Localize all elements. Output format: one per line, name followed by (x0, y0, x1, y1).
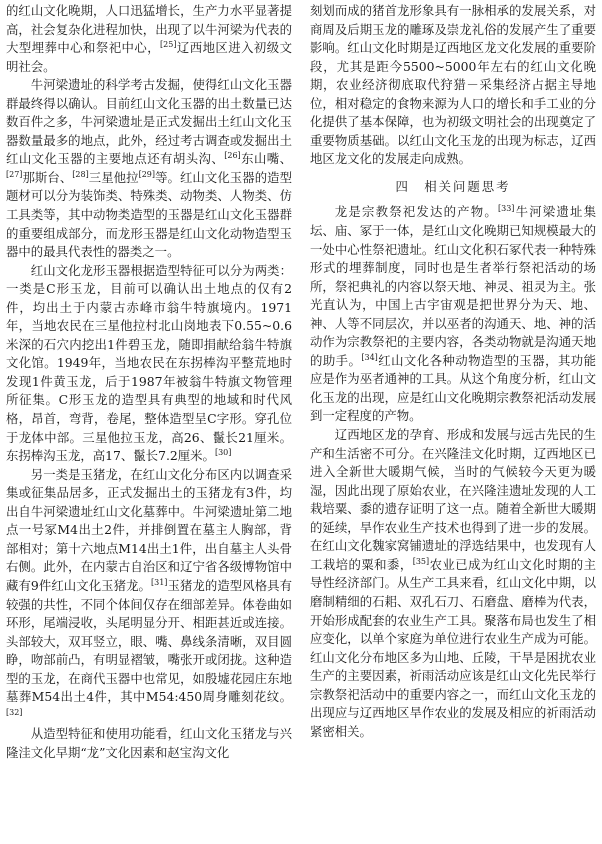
paragraph: 的红山文化晚期，人口迅猛增长，生产力水平显著提高，社会复杂化进程加快，出现了以牛河梁为代表的大型埋葬中心和祭祀中心，[25]辽西地区进入初级文明社会。 (6, 3, 292, 74)
citation-ref: [35] (412, 556, 430, 566)
section-heading: 四 相关问题思考 (395, 178, 511, 194)
citation-ref: [27] (6, 169, 23, 179)
right-text-column (310, 2, 596, 842)
citation-ref: [31] (151, 577, 168, 587)
paragraph: 牛河梁遗址的科学考古发掘，使得红山文化玉器群最终得以确认。目前红山文化玉器的出土数量已达数百件之多，牛河梁遗址是正式发掘出土红山文化玉器数量最多的地点，此外，经过考古调查或发掘出土红山文化玉器的主要地点还有胡头沟、[26]东山嘴、[27]那斯台、[28]三星他拉[29]等。红山文化玉器的造型题材可以分为装饰类、特殊类、动物类、人物类、仿工具类等，其中动物类造型的玉器是红山文化玉器群的重要组成部分，而龙形玉器是红山文化动物造型玉器中的最具代表性的器类之一。 (6, 77, 292, 260)
paragraph: 辽西地区龙的孕育、形成和发展与远古先民的生产和生活密不可分。在兴隆洼文化时期，辽西地区已进入全新世大暖期气候，当时的气候较今天更为暖湿，因此出现了原始农业，在兴隆洼遗址发现的人工栽培粟、黍的遗存证明了这一点。随着全新世大暖期的延续，旱作农业生产技术也得到了进一步的发展。在红山文化魏家窝铺遗址的浮选结果中，也发现有人工栽培的粟和黍，[35]农业已成为红山文化时期的主导性经济部门。从生产工具来看，红山文化中期，以磨制精细的石耜、双孔石刀、石磨盘、磨棒为代表，开始形成配套的农业生产工具。聚落布局也发生了相应变化，以单个家庭为单位进行农业生产成为可能。红山文化分布地区多为山地、丘陵，干旱是困扰农业生产的主要因素，祈雨活动应该是红山文化先民举行宗教祭祀活动中的重要内容之一，而红山文化玉龙的出现应与辽西地区旱作农业的发展及相应的祈雨活动紧密相关。 (310, 427, 596, 739)
paragraph: 红山文化龙形玉器根据造型特征可以分为两类：一类是C形玉龙，目前可以确认出土地点的仅有2件，均出土于内蒙古赤峰市翁牛特旗境内。1971年，当地农民在三星他拉村北山岗地表下0.55~0.6米深的石穴内挖出1件碧玉龙，随即捐献给翁牛特旗文化馆。1949年，当地农民在东拐棒沟平整荒地时发现1件黄玉龙，后于1987年被翁牛特旗文物管理所征集。C形玉龙的造型具有典型的地域和时代风格，昂首，弯背，卷尾，整体造型呈C字形。穿孔位于龙体中部。三星他拉玉龙，高26、鬣长21厘米。东拐棒沟玉龙，高17、鬣长7.2厘米。[30] (6, 262, 292, 464)
paragraph: 另一类是玉猪龙，在红山文化分布区内以调查采集或征集品居多，正式发掘出土的玉猪龙有3件，均出自牛河梁遗址红山文化墓葬中。牛河梁遗址第二地点一号冢M4出土2件，并排倒置在墓主人胸部，背部相对；第十六地点M14出土1件，出自墓主人头骨右侧。此外，在内蒙古自治区和辽宁省各级博物馆中藏有9件红山文化玉猪龙。[31]玉猪龙的造型风格具有较强的共性，不同个体间仅存在细部差异。体卷曲如环形，尾端浸收，头尾明显分开、相距甚近或连接。头部较大，双耳竖立，眼、嘴、鼻线条清晰，双目圆睁，吻部前凸，有明显褶皱，嘴张开或闭拢。这种造型的玉龙，在商代玉器中也常见，如殷墟花园庄东地墓葬M54出土4件，其中M54:450周身雕刻花纹。[32] (6, 466, 292, 717)
citation-ref: [32] (6, 707, 23, 717)
citation-ref: [26] (224, 151, 241, 161)
citation-ref: [30] (214, 448, 232, 457)
citation-ref: [25] (160, 39, 177, 49)
left-text-column (6, 2, 292, 842)
citation-ref: [29] (138, 169, 156, 179)
citation-ref: [28] (72, 169, 89, 179)
paragraph: 龙是宗教祭祀发达的产物。[33]牛河梁遗址集坛、庙、冢于一体，是红山文化晚期已知规模最大的一处中心性祭祀遗址。红山文化积石冢代表一种特殊形式的埋葬制度，同时也是生者举行祭祀活动的场所，祭祀典礼的内容以祭天地、神灵、祖灵为主。张光直认为，中国上古宇宙观是把世界分为天、地、神、人等不同层次，并以巫者的沟通天、地、神的活动作为宗教祭祀的主要内容，各类动物就是沟通天地的助手。[34]红山文化各种动物造型的玉器，其功能应是作为巫者通神的工具。从这个角度分析，红山文化玉龙的出现，应是红山文化晚期宗教祭祀活动发展到一定程度的产物。 (310, 204, 596, 424)
citation-ref: [34] (361, 352, 378, 362)
citation-ref: [33] (497, 204, 515, 214)
paragraph: 刻划而成的猪首龙形象具有一脉相承的发展关系，对商周及后期玉龙的雕琢及崇龙礼俗的发展产生了重要影响。红山文化时期是辽西地区龙文化发展的重要阶段，尤其是距今5500~5000年左右的红山文化晚期，农业经济彻底取代狩猎－采集经济占据主导地位，相对稳定的食物来源为人口的增长和手工业的分化提供了基本保障，也为初级文明社会的出现奠定了重要物质基础。以红山文化玉龙的出现为标志，辽西地区龙文化的发展走向成熟。 (310, 3, 596, 167)
paragraph: 从造型特征和使用功能看，红山文化玉猪龙与兴隆洼文化早期“龙”文化因素和赵宝沟文化 (6, 726, 292, 760)
